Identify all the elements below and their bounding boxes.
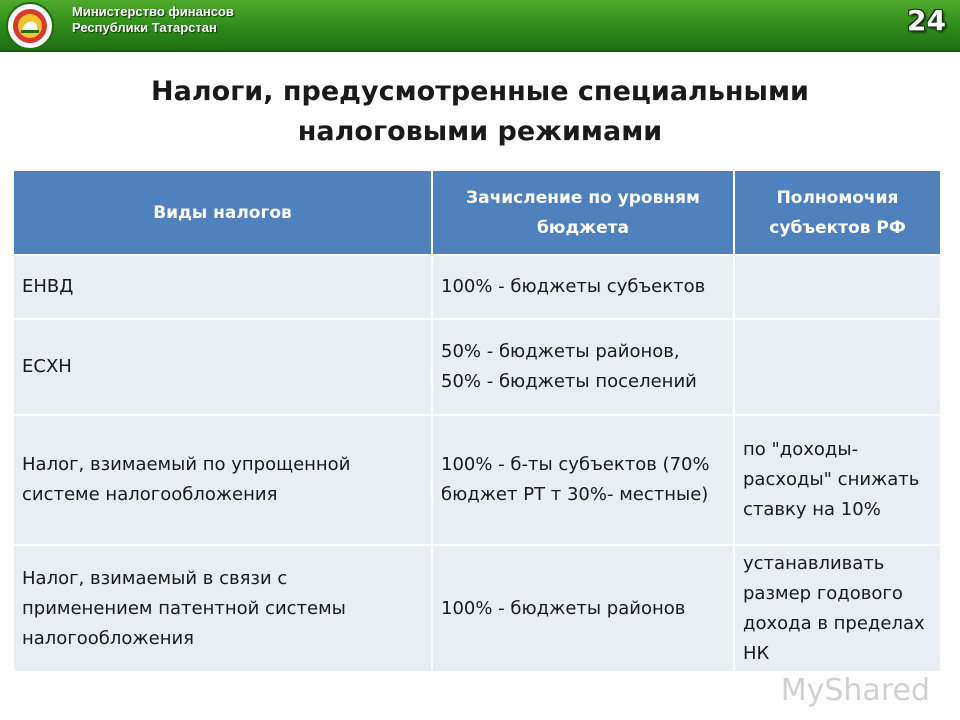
table-cell: ЕНВД — [14, 255, 432, 319]
table-cell: 100% - бюджеты районов — [432, 545, 734, 671]
table-cell: ЕСХН — [14, 319, 432, 415]
page-title — [0, 72, 960, 152]
ministry-line2: Республики Татарстан — [72, 20, 217, 35]
table-row — [14, 545, 940, 671]
table-cell: 100% - б-ты субъектов (70% бюджет РТ т 30%- местные) — [432, 415, 734, 545]
tax-regimes-table — [14, 171, 940, 671]
table-cell: 100% - бюджеты субъектов — [432, 255, 734, 319]
table-header-row — [14, 171, 940, 255]
ministry-name — [72, 4, 234, 36]
column-header-subject-powers: Полномочия субъектов РФ — [734, 171, 940, 255]
ministry-line1: Министерство финансов — [72, 4, 234, 19]
table-row — [14, 319, 940, 415]
page-title-line1: Налоги, предусмотренные специальными — [151, 76, 809, 107]
table-cell: по "доходы-расходы" снижать ставку на 10% — [734, 415, 940, 545]
table-cell: 50% - бюджеты районов, 50% - бюджеты поселений — [432, 319, 734, 415]
column-header-budget-allocation: Зачисление по уровням бюджета — [432, 171, 734, 255]
table-cell: устанавливать размер годового дохода в пределах НК — [734, 545, 940, 671]
table-cell: Налог, взимаемый по упрощенной системе налогообложения — [14, 415, 432, 545]
table-row — [14, 415, 940, 545]
slide-number: 24 — [907, 4, 946, 37]
header-bar — [0, 0, 960, 52]
page-title-line2: налоговыми режимами — [297, 116, 663, 147]
table-cell — [734, 319, 940, 415]
table-row — [14, 255, 940, 319]
tatarstan-emblem-icon — [6, 2, 54, 50]
column-header-tax-types: Виды налогов — [14, 171, 432, 255]
table-cell: Налог, взимаемый в связи с применением патентной системы налогообложения — [14, 545, 432, 671]
table-cell — [734, 255, 940, 319]
watermark: MyShared — [780, 673, 930, 708]
